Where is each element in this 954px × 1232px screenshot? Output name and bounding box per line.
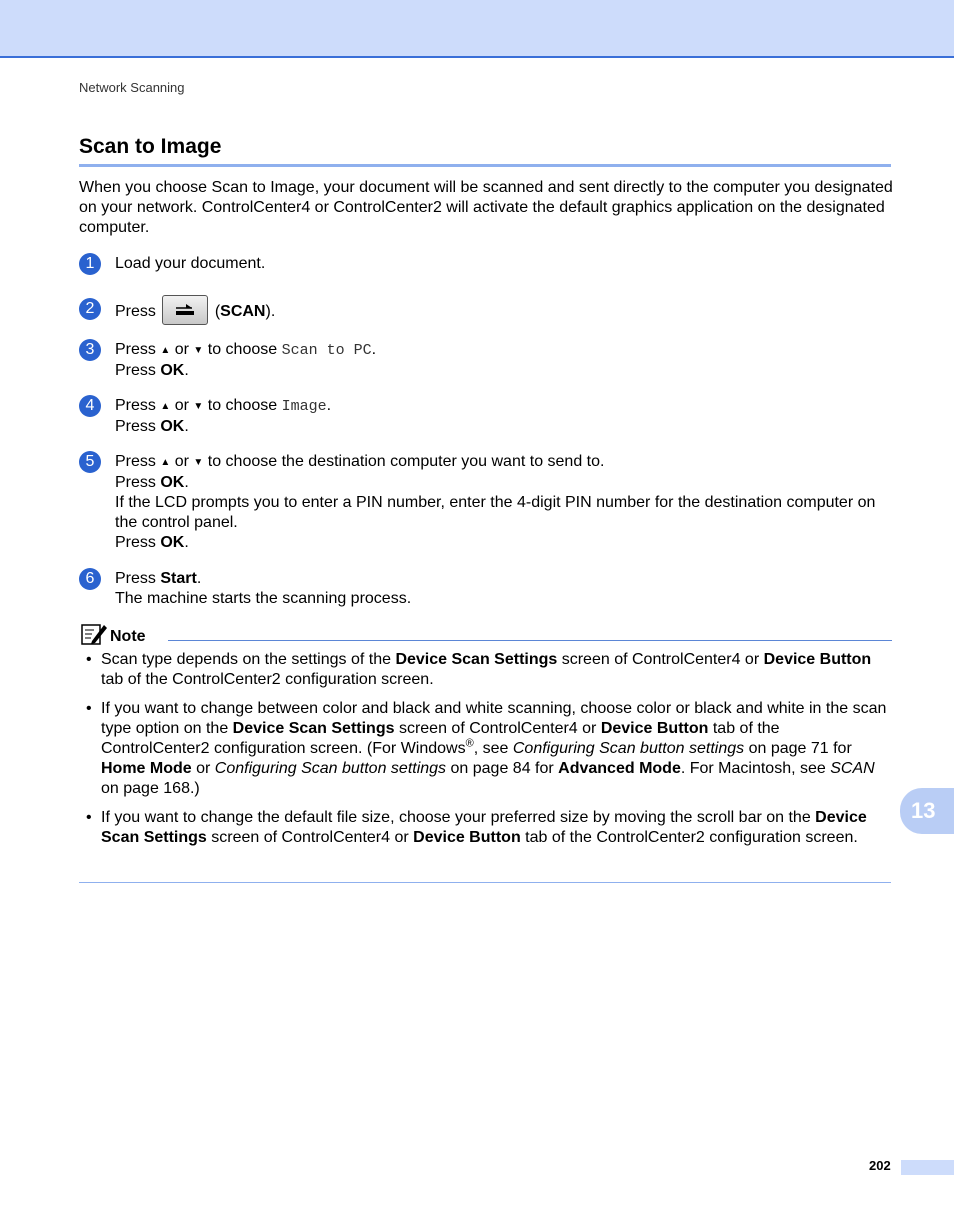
press-word: Press <box>115 341 156 358</box>
period: . <box>326 397 332 414</box>
step-5 <box>79 452 894 553</box>
press-word: Press <box>115 362 156 379</box>
down-arrow-icon: ▼ <box>193 345 204 356</box>
period: . <box>184 474 189 491</box>
press-word: Press <box>115 453 156 470</box>
ok-key-label: OK <box>160 362 185 379</box>
press-word: Press <box>115 418 156 435</box>
step-4 <box>79 396 894 437</box>
press-word: Press <box>115 474 156 491</box>
scan-key-label: SCAN <box>220 303 266 321</box>
period: . <box>196 570 202 587</box>
press-word: Press <box>115 570 156 587</box>
step-number-badge: 1 <box>79 253 101 275</box>
to-choose-text: to choose <box>207 397 278 414</box>
up-arrow-icon: ▲ <box>160 345 171 356</box>
note-label: Note <box>110 628 146 645</box>
note-rule <box>168 640 892 641</box>
step-text: The machine starts the scanning process. <box>115 590 412 607</box>
note-list <box>79 650 891 857</box>
ok-key-label: OK <box>160 534 185 551</box>
step-1 <box>79 254 894 274</box>
running-head: Network Scanning <box>79 80 185 95</box>
down-arrow-icon: ▼ <box>193 457 204 468</box>
press-word: Press <box>115 397 156 414</box>
header-band <box>0 0 954 58</box>
page-number: 202 <box>869 1158 891 1173</box>
step-text: to choose the destination computer you want to send to. <box>207 453 605 470</box>
step-number-badge: 3 <box>79 339 101 361</box>
step-text: Load your document. <box>115 255 266 272</box>
or-word: or <box>174 397 189 414</box>
step-6 <box>79 569 894 609</box>
title-underline <box>79 164 891 167</box>
up-arrow-icon: ▲ <box>160 457 171 468</box>
footer-bar <box>901 1160 954 1175</box>
period: . <box>184 418 189 435</box>
step-number-badge: 6 <box>79 568 101 590</box>
press-word: Press <box>115 534 156 551</box>
period: . <box>184 362 189 379</box>
period: . <box>371 341 377 358</box>
period: . <box>184 534 189 551</box>
step-number-badge: 4 <box>79 395 101 417</box>
lcd-option: Image <box>281 398 327 415</box>
chapter-tab: 13 <box>900 788 954 834</box>
scan-key-icon <box>162 295 208 325</box>
step-3 <box>79 340 894 381</box>
step-number-badge: 5 <box>79 451 101 473</box>
start-key-label: Start <box>160 570 197 587</box>
note-pencil-icon <box>80 622 108 646</box>
step-number-badge: 2 <box>79 298 101 320</box>
up-arrow-icon: ▲ <box>160 401 171 412</box>
ok-key-label: OK <box>160 418 185 435</box>
note-header <box>80 622 892 646</box>
down-arrow-icon: ▼ <box>193 401 204 412</box>
note-item: • If you want to change the default file size, choose your preferred size by moving the scroll bar on the Device Scan Settings screen of ControlCenter4 or Device Button tab of the ControlCenter2 configuration screen. <box>79 808 891 848</box>
ok-key-label: OK <box>160 474 185 491</box>
paren-open: ( <box>214 303 221 321</box>
paren-close: ). <box>265 303 276 321</box>
or-word: or <box>174 453 189 470</box>
to-choose-text: to choose <box>207 341 278 358</box>
lcd-option: Scan to PC <box>281 342 372 359</box>
intro-paragraph: When you choose Scan to Image, your document will be scanned and sent directly to the computer you designated on your network. ControlCenter4 or ControlCenter2 will activate the default graphics application on the designated computer. <box>79 179 893 236</box>
step-2 <box>79 299 894 325</box>
press-word: Press <box>115 303 156 321</box>
section-title: Scan to Image <box>79 135 222 158</box>
or-word: or <box>174 341 189 358</box>
note-item: • If you want to change between color and black and white scanning, choose color or black and white in the scan type option on the Device Scan Settings screen of ControlCenter4 or Device Button tab of the ControlCenter2 configuration screen. (For Windows®, see Configuring Scan button settings on page 71 for Home Mode or Configuring Scan button settings on page 84 for Advanced Mode. For Macintosh, see SCAN on page 168.) <box>79 699 891 799</box>
note-item: • Scan type depends on the settings of the Device Scan Settings screen of ControlCenter4 or Device Button tab of the ControlCenter2 configuration screen. <box>79 650 891 690</box>
note-end-rule <box>79 882 891 883</box>
pin-instruction: If the LCD prompts you to enter a PIN number, enter the 4-digit PIN number for the destination computer on the control panel. <box>115 494 876 531</box>
